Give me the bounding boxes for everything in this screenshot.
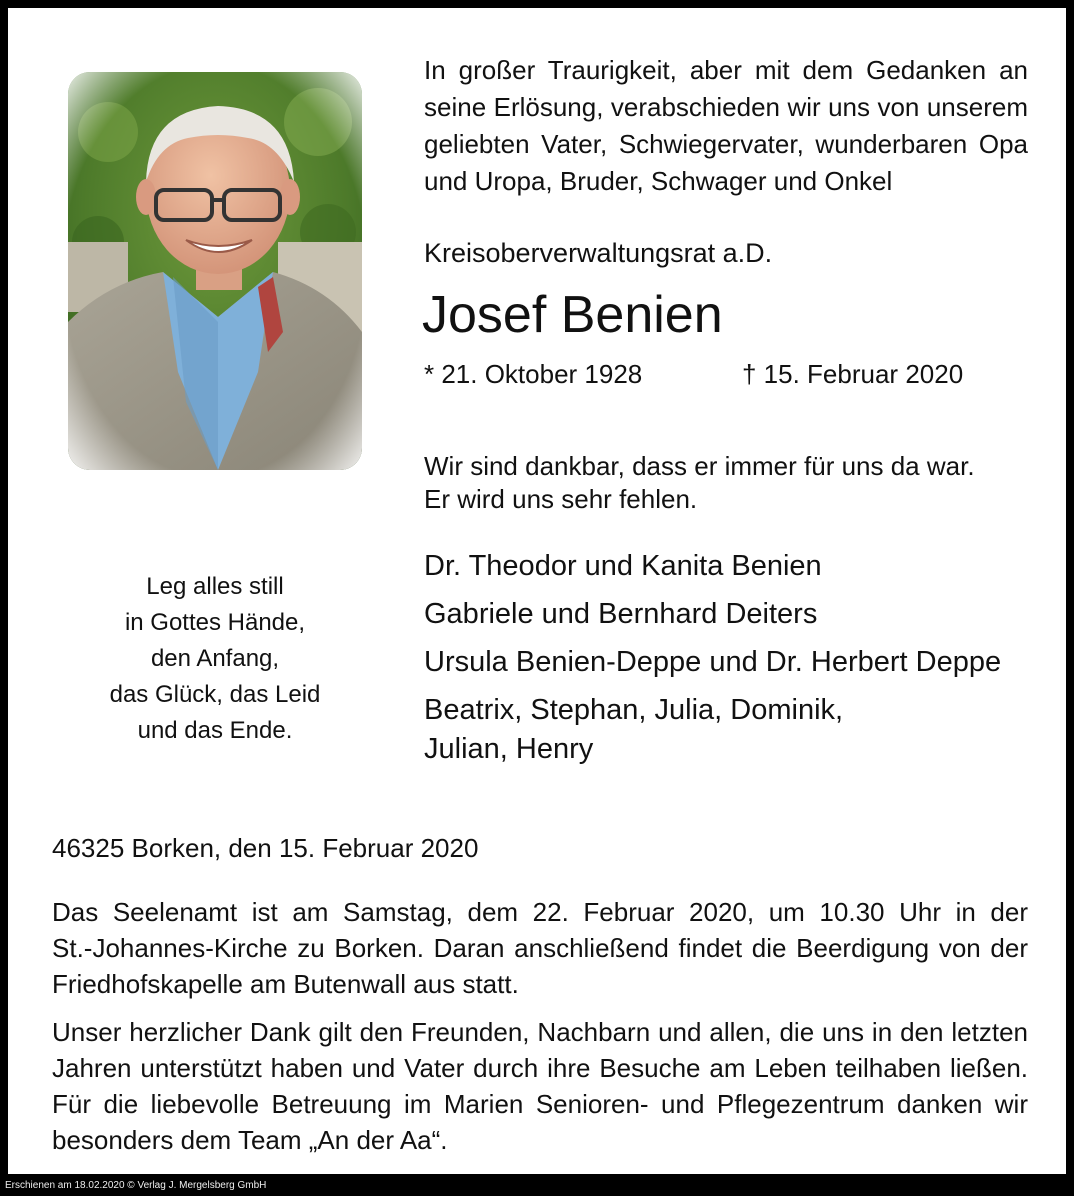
verse-line: in Gottes Hände, bbox=[124, 609, 306, 636]
intro-line: seine Erlösung, verabschieden wir uns von unserem bbox=[424, 92, 1028, 122]
service-line: Friedhofskapelle am Butenwall aus statt. bbox=[52, 969, 519, 999]
gratitude-line: besonders dem Team „An der Aa“. bbox=[52, 1125, 448, 1155]
life-dates bbox=[424, 356, 1024, 392]
verse bbox=[68, 569, 362, 749]
gratitude-text bbox=[52, 1014, 1028, 1158]
intro-line: In großer Traurigkeit, aber mit dem Gedanken an bbox=[424, 55, 1028, 85]
gratitude-line: Für die liebevolle Betreuung im Marien Senioren- und Pflegezentrum danken wir bbox=[52, 1089, 1028, 1119]
family-list bbox=[424, 542, 1001, 768]
place-date: 46325 Borken, den 15. Februar 2020 bbox=[52, 833, 479, 863]
family-member: Gabriele und Bernhard Deiters bbox=[424, 598, 818, 630]
gratitude-line: Jahren unterstützt haben und Vater durch ihre Besuche am Leben teilhaben ließen. bbox=[52, 1053, 1028, 1083]
gratitude-line: Unser herzlicher Dank gilt den Freunden, Nachbarn und allen, die uns in den letzten bbox=[52, 1017, 1028, 1047]
death-date: † 15. Februar 2020 bbox=[742, 359, 964, 389]
verse-line: Leg alles still bbox=[146, 573, 284, 600]
obituary-card bbox=[8, 8, 1066, 1174]
service-line: Das Seelenamt ist am Samstag, dem 22. Februar 2020, um 10.30 Uhr in der bbox=[52, 897, 1028, 927]
verse-line: den Anfang, bbox=[150, 645, 280, 672]
family-member: Dr. Theodor und Kanita Benien bbox=[424, 550, 822, 582]
intro-line: geliebten Vater, Schwiegervater, wunderbaren Opa bbox=[424, 129, 1028, 159]
family-member: Beatrix, Stephan, Julia, Dominik, bbox=[424, 694, 844, 726]
verse-line: und das Ende. bbox=[137, 717, 293, 744]
birth-date: * 21. Oktober 1928 bbox=[424, 359, 643, 389]
family-member: Julian, Henry bbox=[424, 733, 594, 765]
thanks-line: Wir sind dankbar, dass er immer für uns da war. bbox=[424, 451, 975, 481]
verse-line: das Glück, das Leid bbox=[109, 681, 321, 708]
service-info bbox=[52, 894, 1028, 1002]
intro-text bbox=[424, 52, 1028, 200]
thanks-text bbox=[424, 450, 975, 516]
deceased-title: Kreisoberverwaltungsrat a.D. bbox=[424, 238, 773, 268]
portrait-photo bbox=[68, 72, 362, 470]
deceased-name: Josef Benien bbox=[422, 286, 723, 344]
publication-footer: Erschienen am 18.02.2020 © Verlag J. Mergelsberg GmbH bbox=[5, 1180, 267, 1191]
thanks-line: Er wird uns sehr fehlen. bbox=[424, 484, 698, 514]
intro-line: und Uropa, Bruder, Schwager und Onkel bbox=[424, 166, 893, 196]
service-line: St.-Johannes-Kirche zu Borken. Daran anschließend findet die Beerdigung von der bbox=[52, 933, 1028, 963]
family-member: Ursula Benien-Deppe und Dr. Herbert Deppe bbox=[424, 646, 1002, 678]
